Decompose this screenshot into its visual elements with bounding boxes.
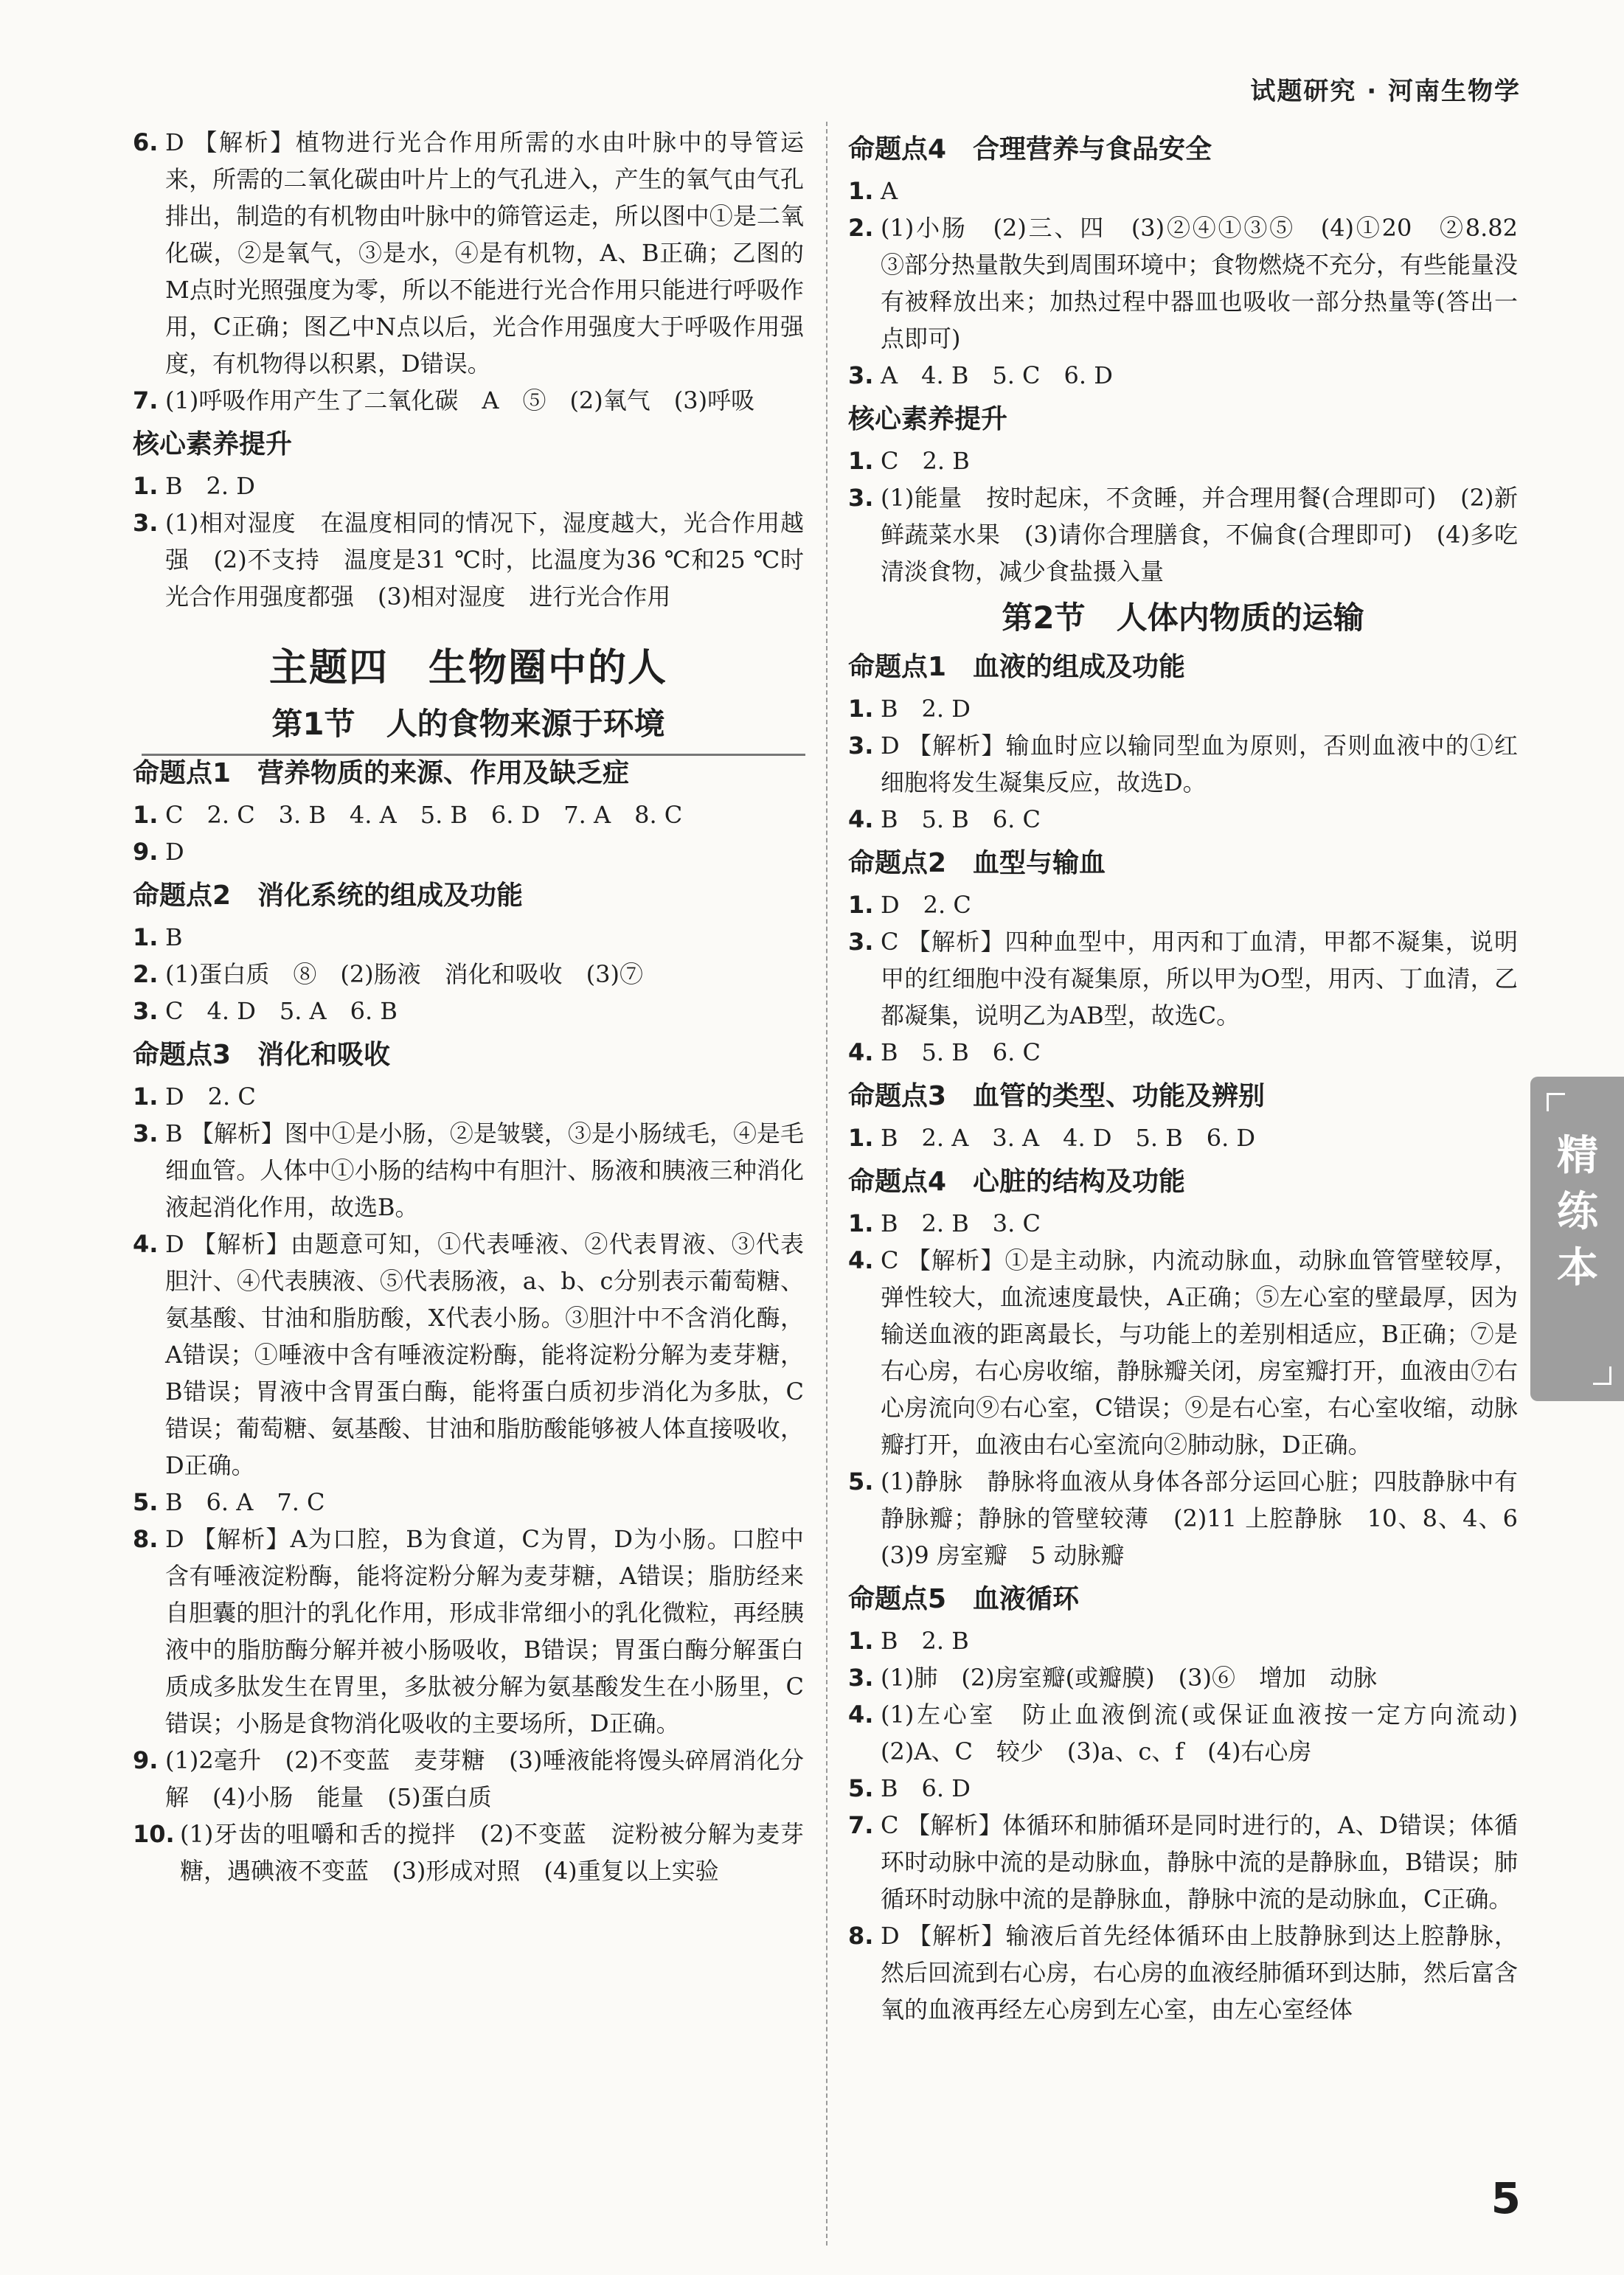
item-text: B 6. A 7. C <box>165 1488 325 1516</box>
item-text: (1)肺 (2)房室瓣(或瓣膜) (3)⑥ 增加 动脉 <box>881 1664 1377 1692</box>
item-text: (1)牙齿的咀嚼和舌的搅拌 (2)不变蓝 淀粉被分解为麦芽糖，遇碘液不变蓝 (3)形成对照 (4)重复以上实验 <box>180 1820 804 1885</box>
item-number: 5. <box>848 1468 874 1496</box>
tab-char: 本 <box>1557 1244 1598 1292</box>
item-text: (1)相对湿度 在温度相同的情况下，湿度越大，光合作用越强 (2)不支持 温度是31 ℃时，比温度为36 ℃和25 ℃时光合作用强度都强 (3)相对湿度 进行光合作用 <box>165 509 804 611</box>
answer-item <box>133 1115 804 1226</box>
item-number: 7. <box>848 1811 874 1839</box>
section-rule <box>142 754 805 756</box>
item-text: B 6. D <box>881 1774 971 1802</box>
item-number: 1. <box>848 695 874 723</box>
item-number: 9. <box>133 838 159 866</box>
section-title: 第1节 人的食物来源于环境 <box>271 706 665 742</box>
item-number: 1. <box>133 923 159 951</box>
item-number: 4. <box>848 1038 874 1066</box>
item-text: B 2. D <box>165 472 255 500</box>
subheading: 命题点2 血型与输血 <box>848 848 1106 878</box>
section-title: 第2节 人体内物质的运输 <box>1002 600 1364 636</box>
answer-item <box>848 357 1518 394</box>
item-number: 3. <box>848 732 874 760</box>
answer-item <box>133 1521 804 1742</box>
item-number: 3. <box>848 361 874 389</box>
tab-char: 精 <box>1557 1132 1598 1180</box>
item-number: 3. <box>133 1119 159 1147</box>
item-text: B 2. A 3. A 4. D 5. B 6. D <box>881 1124 1256 1152</box>
item-text: B 2. D <box>881 695 971 723</box>
item-number: 1. <box>848 891 874 919</box>
item-number: 8. <box>133 1525 159 1553</box>
item-number: 3. <box>133 997 159 1025</box>
subheading: 命题点2 消化系统的组成及功能 <box>133 881 524 911</box>
item-text: D <box>165 838 184 866</box>
answer-item <box>133 919 804 956</box>
item-number: 3. <box>848 484 874 512</box>
side-tab <box>1530 1077 1624 1401</box>
answer-item <box>133 1078 804 1115</box>
answer-item <box>848 1119 1518 1156</box>
item-text: (1)蛋白质 ⑧ (2)肠液 消化和吸收 (3)⑦ <box>165 960 643 988</box>
item-text: A 4. B 5. C 6. D <box>881 361 1113 389</box>
item-number: 8. <box>848 1922 874 1950</box>
item-text: C 【解析】①是主动脉，内流动脉血，动脉血管管壁较厚，弹性较大，血流速度最快，A正确；⑤左心室的壁最厚，因为输送血液的距离最长，与功能上的差别相适应，B正确；⑦是右心房，右心房收缩，静脉瓣关闭，房室瓣打开，血液由⑦右心房流向⑨右心室，C错误；⑨是右心室，右心室收缩，动脉瓣打开，血液由右心室流向②肺动脉，D正确。 <box>881 1246 1519 1459</box>
item-text: B 2. B 3. C <box>881 1209 1041 1237</box>
item-text: (1)2毫升 (2)不变蓝 麦芽糖 (3)唾液能将馒头碎屑消化分解 (4)小肠 能量 (5)蛋白质 <box>165 1746 804 1811</box>
answer-item <box>848 727 1518 801</box>
item-number: 4. <box>133 1230 159 1258</box>
item-number: 9. <box>133 1746 159 1774</box>
item-text: C 4. D 5. A 6. B <box>165 997 398 1025</box>
answer-item <box>133 1816 804 1889</box>
subheading: 命题点1 血液的组成及功能 <box>848 652 1186 682</box>
item-text: D 2. C <box>881 891 971 919</box>
subheading: 命题点4 合理营养与食品安全 <box>848 134 1212 164</box>
answer-item <box>848 1807 1518 1917</box>
item-text: D 【解析】A为口腔，B为食道，C为胃，D为小肠。口腔中含有唾液淀粉酶，能将淀粉分解为麦芽糖，A错误；脂肪经来自胆囊的胆汁的乳化作用，形成非常细小的乳化微粒，再经胰液中的脂肪酶分解并被小肠吸收，B错误；胃蛋白酶分解蛋白质成多肽发生在胃里，多肽被分解为氨基酸发生在小肠里，C错误；小肠是食物消化吸收的主要场所，D正确。 <box>165 1525 804 1737</box>
tab-char: 练 <box>1557 1188 1598 1236</box>
item-text: (1)呼吸作用产生了二氧化碳 A ⑤ (2)氧气 (3)呼吸 <box>165 386 755 414</box>
side-tab-label <box>1530 1128 1624 1296</box>
item-number: 1. <box>848 1209 874 1237</box>
item-number: 2. <box>133 960 159 988</box>
item-number: 1. <box>848 177 874 205</box>
subheading: 命题点3 血管的类型、功能及辨别 <box>848 1081 1266 1111</box>
item-number: 1. <box>133 472 159 500</box>
item-number: 3. <box>848 1664 874 1692</box>
item-number: 4. <box>848 805 874 833</box>
left-column <box>133 124 804 1889</box>
subheading: 核心素养提升 <box>848 404 1008 434</box>
answer-item <box>133 468 804 504</box>
item-number: 1. <box>848 1627 874 1655</box>
answer-item <box>133 124 804 382</box>
item-text: B 5. B 6. C <box>881 805 1041 833</box>
item-number: 2. <box>848 214 874 242</box>
item-text: B 2. B <box>881 1627 969 1655</box>
item-number: 4. <box>848 1246 874 1274</box>
subheading: 命题点4 心脏的结构及功能 <box>848 1167 1186 1197</box>
item-text: B <box>165 923 183 951</box>
item-text: D 【解析】输液后首先经体循环由上肢静脉到达上腔静脉，然后回流到右心房，右心房的血液经肺循环到达肺，然后富含氧的血液再经左心房到左心室，由左心室经体 <box>881 1922 1519 2024</box>
answer-item <box>848 1622 1518 1659</box>
item-number: 1. <box>133 1083 159 1111</box>
answer-item <box>848 690 1518 727</box>
item-number: 3. <box>848 928 874 956</box>
tab-corner-bottom <box>1593 1366 1611 1385</box>
item-number: 1. <box>133 801 159 829</box>
column-divider <box>826 122 827 2246</box>
item-text: (1)小肠 (2)三、四 (3)②④①③⑤ (4)①20 ②8.82 ③部分热量散失到周围环境中；食物燃烧不充分，有些能量没有被释放出来；加热过程中器皿也吸收一部分热量等(答出一点即可) <box>881 214 1542 352</box>
item-number: 4. <box>848 1701 874 1729</box>
item-text: A <box>881 177 898 205</box>
answer-item <box>848 801 1518 838</box>
item-text: D 【解析】输血时应以输同型血为原则，否则血液中的①红细胞将发生凝集反应，故选D。 <box>881 732 1518 796</box>
answer-item <box>133 956 804 993</box>
subheading: 命题点1 营养物质的来源、作用及缺乏症 <box>133 758 630 788</box>
item-text: C 2. B <box>881 447 970 475</box>
page-number: 5 <box>1491 2173 1521 2223</box>
item-text: C 【解析】体循环和肺循环是同时进行的，A、D错误；体循环时动脉中流的是动脉血，静脉中流的是静脉血，B错误；肺循环时动脉中流的是静脉血，静脉中流的是动脉血，C正确。 <box>881 1811 1518 1913</box>
answer-item <box>848 1659 1518 1696</box>
answer-item <box>848 209 1542 357</box>
answer-item <box>133 1484 804 1521</box>
item-number: 1. <box>848 1124 874 1152</box>
item-text: D 【解析】由题意可知，①代表唾液、②代表胃液、③代表胆汁、④代表胰液、⑤代表肠液，a、b、c分别表示葡萄糖、氨基酸、甘油和脂肪酸，X代表小肠。③胆汁中不含消化酶，A错误；①唾液中含有唾液淀粉酶，能将淀粉分解为麦芽糖，B错误；胃液中含胃蛋白酶，能将蛋白质初步消化为多肽，C错误；葡萄糖、氨基酸、甘油和脂肪酸能够被人体直接吸收，D正确。 <box>165 1230 804 1479</box>
answer-item <box>133 1226 804 1484</box>
item-number: 3. <box>133 509 159 537</box>
subheading: 命题点3 消化和吸收 <box>133 1040 391 1070</box>
answer-item <box>848 1917 1518 2028</box>
tab-corner-top <box>1547 1093 1565 1111</box>
subheading: 命题点5 血液循环 <box>848 1584 1080 1614</box>
item-text: C 2. C 3. B 4. A 5. B 6. D 7. A 8. C <box>165 801 683 829</box>
answer-item <box>848 173 1518 209</box>
answer-item <box>848 1463 1542 1574</box>
answer-item <box>848 1770 1518 1807</box>
item-text: (1)静脉 静脉将血液从身体各部分运回心脏；四肢静脉中有静脉瓣；静脉的管壁较薄 (2)11 上腔静脉 10、8、4、6 (3)9 房室瓣 5 动脉瓣 <box>881 1468 1542 1569</box>
item-text: B 5. B 6. C <box>881 1038 1041 1066</box>
answer-item <box>848 1696 1542 1770</box>
item-number: 5. <box>133 1488 159 1516</box>
answer-item <box>848 1242 1518 1463</box>
item-number: 6. <box>133 128 159 156</box>
item-text: D 【解析】植物进行光合作用所需的水由叶脉中的导管运来，所需的二氧化碳由叶片上的气孔进入，产生的氧气由气孔排出，制造的有机物由叶脉中的筛管运走，所以图中①是二氧化碳，②是氧气，③是水，④是有机物，A、B正确；乙图的M点时光照强度为零，所以不能进行光合作用只能进行呼吸作用，C正确；图乙中N点以后，光合作用强度大于呼吸作用强度，有机物得以积累，D错误。 <box>165 128 804 378</box>
item-number: 5. <box>848 1774 874 1802</box>
answer-item <box>133 382 804 419</box>
answer-item <box>133 504 804 615</box>
answer-item <box>133 796 804 833</box>
item-number: 7. <box>133 386 159 414</box>
answer-item <box>848 479 1518 590</box>
item-text: C 【解析】四种血型中，用丙和丁血清，甲都不凝集，说明甲的红细胞中没有凝集原，所以甲为O型，用丙、丁血清，乙都凝集，说明乙为AB型，故选C。 <box>881 928 1518 1029</box>
theme-title: 主题四 生物圈中的人 <box>268 646 667 690</box>
page-header: 试题研究 · 河南生物学 <box>1250 77 1521 106</box>
item-text: D 2. C <box>165 1083 256 1111</box>
answer-item <box>133 1742 804 1816</box>
item-text: B 【解析】图中①是小肠，②是皱襞，③是小肠绒毛，④是毛细血管。人体中①小肠的结构中有胆汁、肠液和胰液三种消化液起消化作用，故选B。 <box>165 1119 804 1221</box>
answer-item <box>848 1205 1518 1242</box>
subheading: 核心素养提升 <box>133 429 293 459</box>
answer-item <box>133 833 804 870</box>
answer-item <box>848 923 1518 1034</box>
item-text: (1)能量 按时起床，不贪睡，并合理用餐(合理即可) (2)新鲜蔬菜水果 (3)请你合理膳食，不偏食(合理即可) (4)多吃清淡食物，减少食盐摄入量 <box>881 484 1518 586</box>
right-column <box>848 124 1542 2028</box>
item-text: (1)左心室 防止血液倒流(或保证血液按一定方向流动) (2)A、C 较少 (3)a、c、f (4)右心房 <box>881 1701 1542 1765</box>
answer-item <box>848 442 1518 479</box>
item-number: 10. <box>133 1820 175 1848</box>
answer-item <box>133 993 804 1029</box>
item-number: 1. <box>848 447 874 475</box>
answer-item <box>848 886 1518 923</box>
answer-item <box>848 1034 1518 1071</box>
